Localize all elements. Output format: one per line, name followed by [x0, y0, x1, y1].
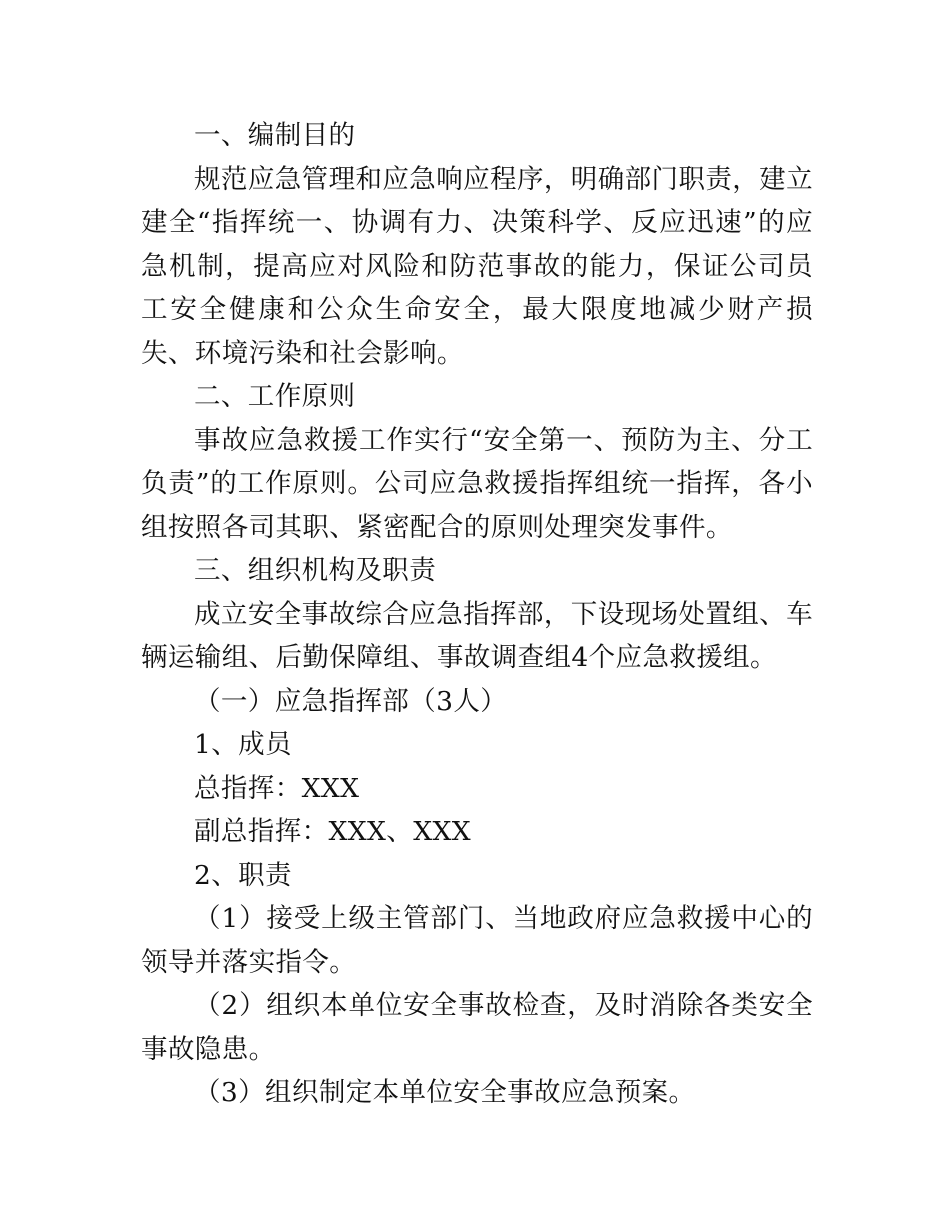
duty-item: （1）接受上级主管部门、当地政府应急救援中心的领导并落实指令。: [141, 903, 813, 978]
section-body-organization: 成立安全事故综合应急指挥部，下设现场处置组、车辆运输组、后勤保障组、事故调查组4个应急救援组。: [141, 598, 813, 673]
section-heading-organization: 三、组织机构及职责: [194, 555, 437, 586]
section-body-principles: 事故应急救援工作实行“安全第一、预防为主、分工负责”的工作原则。公司应急救援指挥组统一指挥，各小组按照各司其职、紧密配合的原则处理突发事件。: [141, 424, 813, 543]
section-heading-purpose: 一、编制目的: [194, 120, 356, 151]
section-heading-principles: 二、工作原则: [194, 381, 356, 412]
members-heading: 1、成员: [194, 729, 292, 760]
commander-line: 总指挥：XXX: [194, 772, 360, 804]
duties-heading: 2、职责: [194, 859, 292, 891]
subsection-heading-command: （一）应急指挥部（3人）: [194, 685, 508, 717]
duty-item: （2）组织本单位安全事故检查，及时消除各类安全事故隐患。: [141, 990, 813, 1065]
section-body-purpose: 规范应急管理和应急响应程序，明确部门职责，建立建全“指挥统一、协调有力、决策科学、反应迅速”的应急机制，提高应对风险和防范事故的能力，保证公司员工安全健康和公众生命安全，最大限度地减少财产损失、环境污染和社会影响。: [141, 163, 813, 369]
document-body: [141, 114, 813, 1115]
deputy-commander-line: 副总指挥：XXX、XXX: [194, 816, 471, 847]
duty-item: （3）组织制定本单位安全事故应急预案。: [194, 1077, 696, 1108]
